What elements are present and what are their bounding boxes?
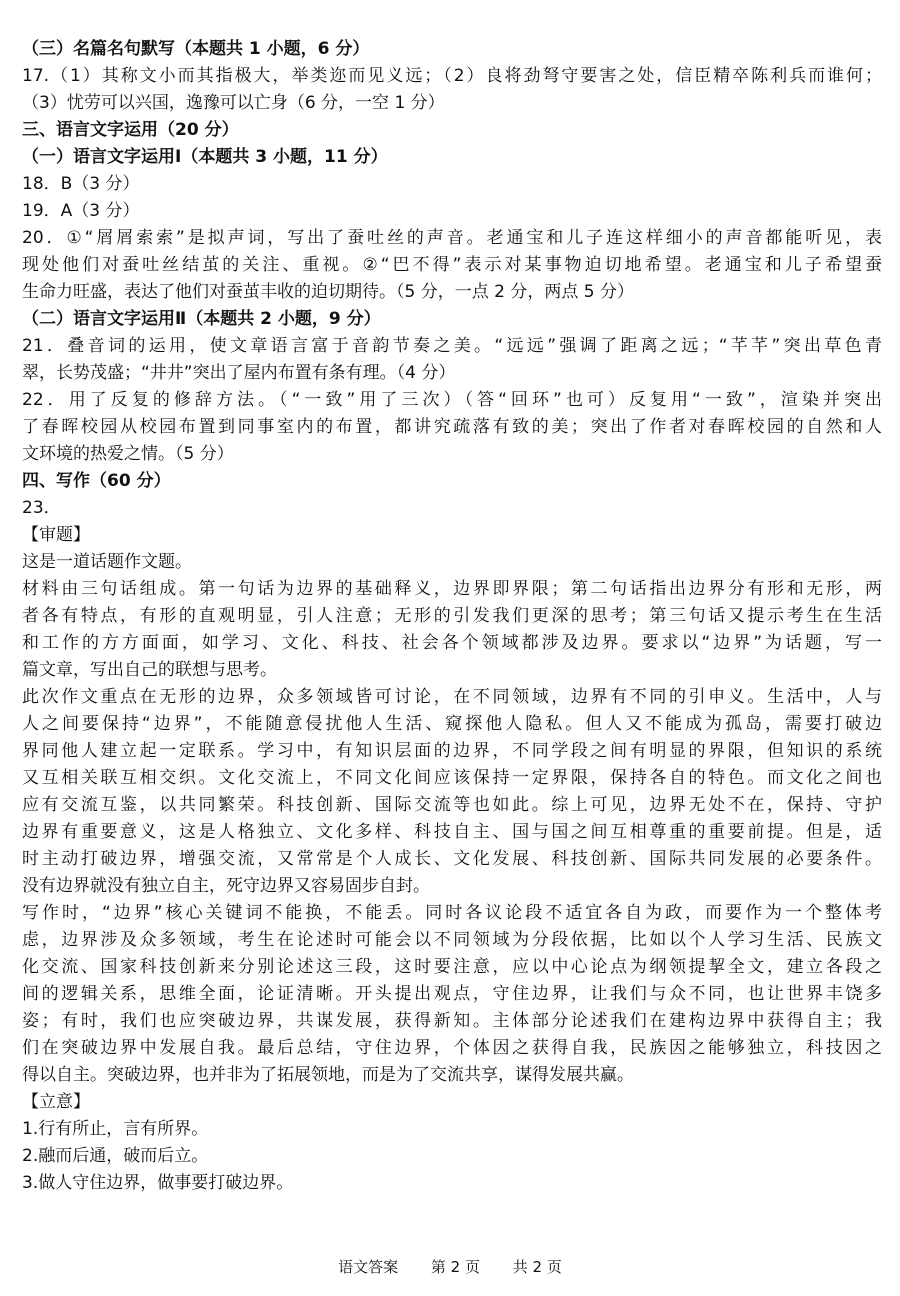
text-line: 材料由三句话组成。第一句话为边界的基础释义，边界即界限；第二句话指出边界分有形和无形，两 — [22, 579, 882, 599]
text-line: 这是一道话题作文题。 — [22, 552, 192, 572]
text-line: 应有交流互鉴，以共同繁荣。科技创新、国际交流等也如此。综上可见，边界无处不在，保持、守护 — [22, 795, 882, 815]
text-line: 此次作文重点在无形的边界，众多领域皆可讨论，在不同领域，边界有不同的引申义。生活中，人与 — [22, 687, 882, 707]
text-line: 17.（1）其称文小而其指极大，举类迩而见义远；（2）良将劲弩守要害之处，信臣精卒陈利兵而谁何； — [22, 66, 882, 86]
footer-subject: 语文答案 — [338, 1258, 399, 1276]
text-line: 20．①“屑屑索索”是拟声词，写出了蚕吐丝的声音。老通宝和儿子连这样细小的声音都能听见，表 — [22, 228, 882, 248]
text-line: 间的逻辑关系，思维全面，论证清晰。开头提出观点，守住边界，让我们与众不同，也让世界丰饶多 — [22, 984, 882, 1004]
text-line: 了春晖校园从校园布置到同事室内的布置，都讲究疏落有致的美；突出了作者对春晖校园的自然和人 — [22, 417, 882, 437]
section-heading: 三、语言文字运用（20 分） — [22, 120, 239, 140]
text-line: 者各有特点，有形的直观明显，引人注意；无形的引发我们更深的思考；第三句话又提示考生在生活 — [22, 606, 882, 626]
text-line: 姿；有时，我们也应突破边界，共谋发展，获得新知。主体部分论述我们在建构边界中获得自主；我 — [22, 1011, 882, 1031]
text-line: 翠，长势茂盛；“井井”突出了屋内布置有条有理。（4 分） — [22, 363, 456, 383]
text-line: （3）忧劳可以兴国，逸豫可以亡身（6 分，一空 1 分） — [22, 93, 445, 113]
text-line: 写作时，“边界”核心关键词不能换，不能丢。同时各议论段不适宜各自为政，而要作为一个整体考 — [22, 903, 882, 923]
text-line: 和工作的方方面面，如学习、文化、科技、社会各个领域都涉及边界。要求以“边界”为话题，写一 — [22, 633, 882, 653]
section-heading: （一）语言文字运用Ⅰ（本题共 3 小题，11 分） — [22, 147, 388, 167]
footer-total-pages: 共 2 页 — [512, 1258, 562, 1276]
page-footer — [0, 1256, 900, 1278]
text-line: 人之间要保持“边界”，不能随意侵扰他人生活、窥探他人隐私。但人又不能成为孤岛，需要打破边 — [22, 714, 882, 734]
text-line: 22．用了反复的修辞方法。（“一致”用了三次）（答“回环”也可）反复用“一致”，渲染并突出 — [22, 390, 882, 410]
text-line: 篇文章，写出自己的联想与思考。 — [22, 660, 277, 680]
text-line: 19．A（3 分） — [22, 201, 140, 221]
text-line: 21．叠音词的运用，使文章语言富于音韵节奏之美。“远远”强调了距离之远；“芊芊”突出草色青 — [22, 336, 882, 356]
text-line: 1.行有所止，言有所界。 — [22, 1119, 209, 1139]
text-line: 得以自主。突破边界，也并非为了拓展领地，而是为了交流共享，谋得发展共赢。 — [22, 1065, 634, 1085]
text-line: 界同他人建立起一定联系。学习中，有知识层面的边界，不同学段之间有明显的界限，但知识的系统 — [22, 741, 882, 761]
section-heading: （三）名篇名句默写（本题共 1 小题，6 分） — [22, 39, 370, 59]
text-line: 时主动打破边界，增强交流，又常常是个人成长、文化发展、科技创新、国际共同发展的必要条件。 — [22, 849, 882, 869]
footer-page-number: 第 2 页 — [430, 1258, 480, 1276]
text-line: 【审题】 — [22, 525, 90, 545]
text-line: 虑，边界涉及众多领域，考生在论述时可能会以不同领域为分段依据，比如以个人学习生活、民族文 — [22, 930, 882, 950]
text-line: 们在突破边界中发展自我。最后总结，守住边界，个体因之获得自我，民族因之能够独立，科技因之 — [22, 1038, 882, 1058]
text-line: 【立意】 — [22, 1092, 90, 1112]
text-line: 没有边界就没有独立自主，死守边界又容易固步自封。 — [22, 876, 430, 896]
text-line: 生命力旺盛，表达了他们对蚕茧丰收的迫切期待。（5 分，一点 2 分，两点 5 分） — [22, 282, 634, 302]
text-line: 边界有重要意义，这是人格独立、文化多样、科技自主、国与国之间互相尊重的重要前提。但是，适 — [22, 822, 882, 842]
section-heading: 四、写作（60 分） — [22, 471, 171, 491]
section-heading: （二）语言文字运用Ⅱ（本题共 2 小题，9 分） — [22, 309, 381, 329]
text-line: 文环境的热爱之情。（5 分） — [22, 444, 234, 464]
text-line: 23． — [22, 498, 61, 518]
text-line: 3.做人守住边界，做事要打破边界。 — [22, 1173, 294, 1193]
text-line: 化交流、国家科技创新来分别论述这三段，这时要注意，应以中心论点为纲领提挈全文，建立各段之 — [22, 957, 882, 977]
text-line: 又互相关联互相交织。文化交流上，不同文化间应该保持一定界限，保持各自的特色。而文化之间也 — [22, 768, 882, 788]
text-line: 18．B（3 分） — [22, 174, 140, 194]
text-line: 现处他们对蚕吐丝结茧的关注、重视。②“巴不得”表示对某事物迫切地希望。老通宝和儿子希望蚕 — [22, 255, 882, 275]
text-line: 2.融而后通，破而后立。 — [22, 1146, 209, 1166]
answer-body — [22, 36, 882, 1197]
